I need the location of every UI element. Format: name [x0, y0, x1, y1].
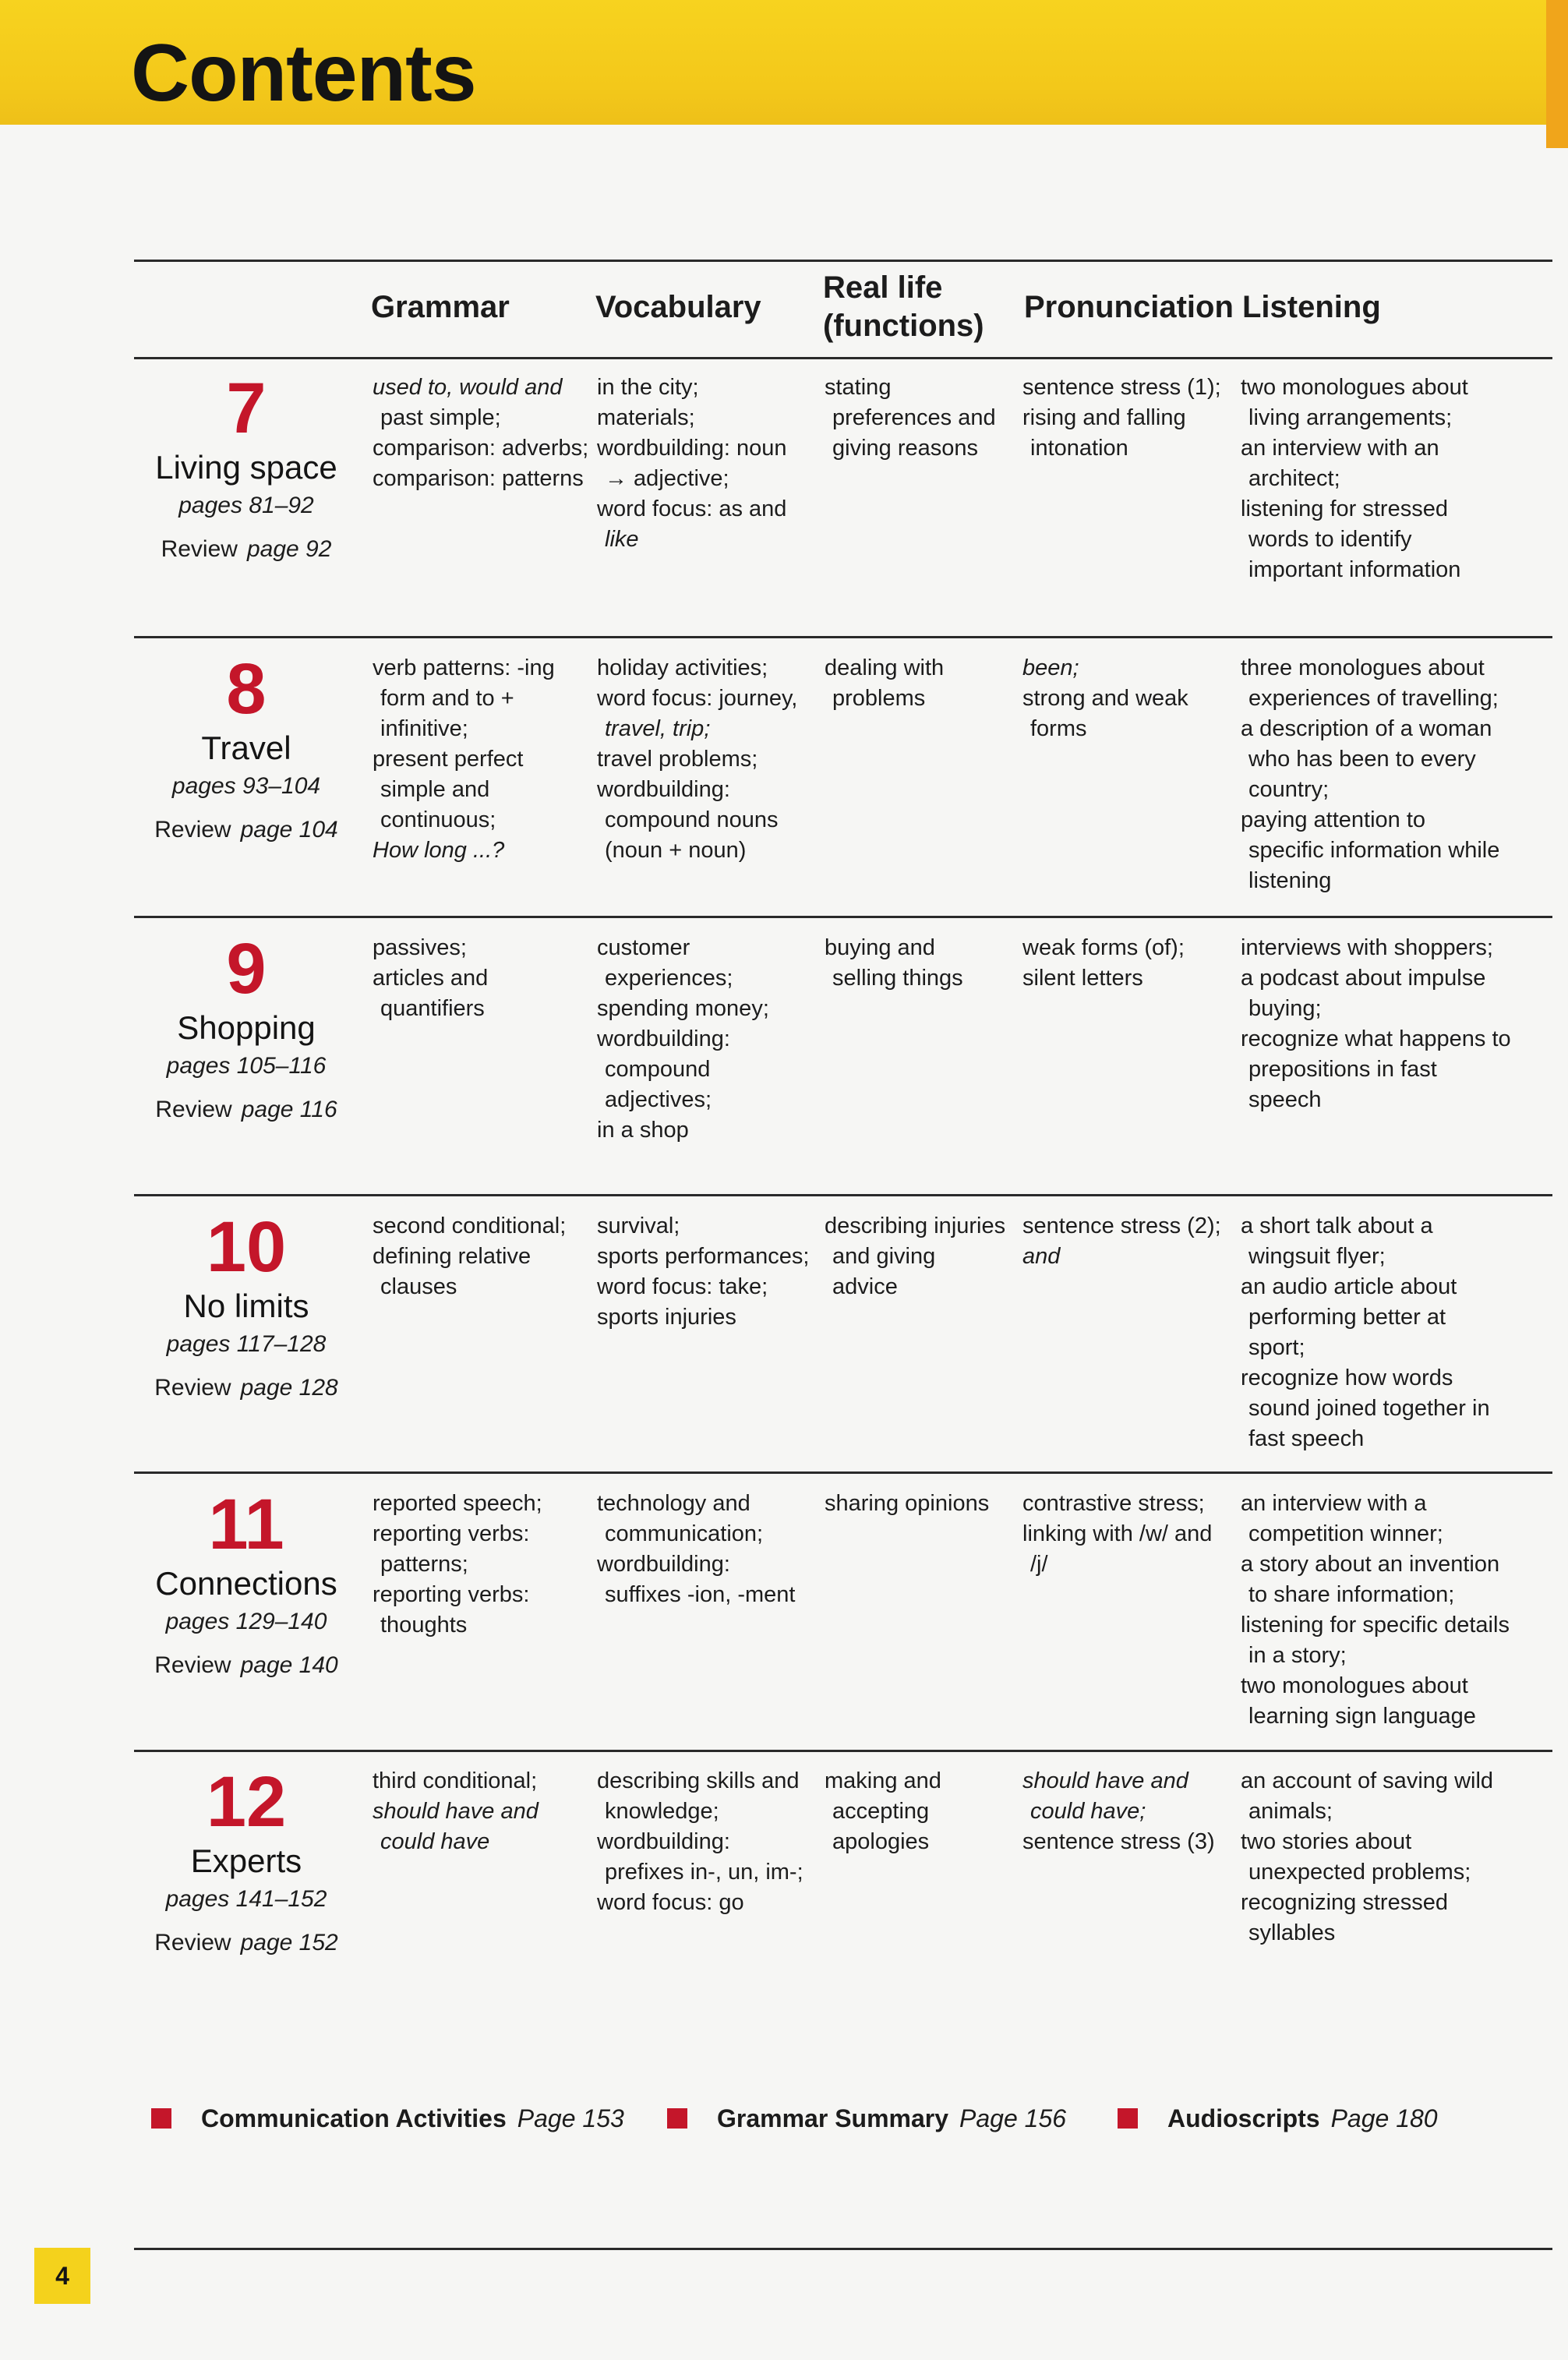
rule-unit-10-bottom	[134, 1471, 1552, 1474]
listening-line: buying;	[1248, 996, 1322, 1021]
real-life-line: buying and	[825, 935, 935, 960]
vocabulary-line: word focus: take;	[597, 1274, 768, 1299]
listening-line: country;	[1248, 777, 1330, 802]
rule-unit-8-bottom	[134, 916, 1552, 918]
unit-review[interactable]	[134, 1097, 358, 1123]
unit-pages: pages 141–152	[165, 1886, 327, 1913]
red-square-icon	[667, 2108, 687, 2129]
unit-8-grammar-cell	[373, 653, 555, 866]
listening-line: an interview with a	[1241, 1491, 1427, 1516]
vocabulary-line: word focus: go	[597, 1890, 744, 1915]
vocabulary-line: experiences;	[605, 966, 733, 991]
pronunciation-line: sentence stress (2);	[1022, 1214, 1221, 1238]
review-page: page 152	[240, 1930, 338, 1956]
rule-unit-7-bottom	[134, 636, 1552, 638]
pronunciation-line: /j/	[1030, 1552, 1048, 1577]
unit-10-vocabulary-cell	[597, 1211, 809, 1333]
rule-unit-9-bottom	[134, 1194, 1552, 1196]
real-life-line: dealing with	[825, 655, 945, 680]
listening-line: words to identify	[1248, 527, 1412, 552]
unit-9-vocabulary-cell	[597, 933, 769, 1146]
unit-title: Shopping	[177, 1009, 316, 1046]
listening-line: listening	[1248, 868, 1332, 893]
pronunciation-line: forms	[1030, 716, 1087, 741]
footer-communication-activities[interactable]: Communication Activities Page 153	[151, 2104, 624, 2133]
pronunciation-line: should have and	[1022, 1768, 1188, 1793]
vocabulary-line: → adjective;	[605, 466, 729, 491]
unit-9-header	[134, 929, 358, 1123]
listening-line: living arrangements;	[1248, 405, 1453, 430]
review-label: Review	[154, 1652, 231, 1679]
unit-7-real-life-cell	[825, 373, 996, 464]
unit-7-listening-cell	[1241, 373, 1468, 585]
real-life-line: making and	[825, 1768, 941, 1793]
listening-line: a description of a woman	[1241, 716, 1492, 741]
review-page: page 104	[240, 817, 338, 843]
unit-10-real-life-cell	[825, 1211, 1005, 1302]
review-label: Review	[154, 1930, 231, 1956]
col-pronunciation: Pronunciation	[1024, 290, 1234, 324]
unit-10-grammar-cell	[373, 1211, 566, 1302]
footer-grammar-summary[interactable]: Grammar Summary Page 156	[667, 2104, 1066, 2133]
grammar-line: quantifiers	[380, 996, 485, 1021]
real-life-line: preferences and	[832, 405, 996, 430]
vocabulary-line: describing skills and	[597, 1768, 800, 1793]
pronunciation-line: weak forms (of);	[1022, 935, 1185, 960]
rule-header-bottom	[134, 357, 1552, 359]
unit-12-header	[134, 1762, 358, 1956]
unit-number: 8	[226, 649, 267, 729]
listening-line: listening for specific details	[1241, 1613, 1510, 1638]
vocabulary-line: compound	[605, 1057, 711, 1082]
unit-8-header	[134, 649, 358, 843]
listening-line: a story about an invention	[1241, 1552, 1500, 1577]
grammar-line: patterns;	[380, 1552, 468, 1577]
unit-review[interactable]	[134, 536, 358, 563]
listening-line: specific information while	[1248, 838, 1500, 863]
listening-line: to share information;	[1248, 1582, 1455, 1607]
vocabulary-line: word focus: as and	[597, 496, 787, 521]
page-title: Contents	[131, 28, 476, 118]
vocabulary-line: customer	[597, 935, 690, 960]
unit-review[interactable]	[134, 1375, 358, 1401]
vocabulary-line: sports performances;	[597, 1244, 810, 1269]
grammar-line: form and to +	[380, 686, 514, 711]
grammar-line: second conditional;	[373, 1214, 567, 1238]
grammar-line: reporting verbs:	[373, 1521, 530, 1546]
unit-title: Travel	[201, 730, 291, 766]
unit-11-header	[134, 1485, 358, 1679]
unit-7-grammar-cell	[373, 373, 588, 494]
grammar-line: could have	[380, 1829, 490, 1854]
vocabulary-line: compound nouns	[605, 807, 779, 832]
real-life-line: giving reasons	[832, 436, 978, 461]
listening-line: listening for stressed	[1241, 496, 1448, 521]
red-square-icon	[1118, 2108, 1138, 2129]
grammar-line: articles and	[373, 966, 489, 991]
listening-line: unexpected problems;	[1248, 1860, 1471, 1885]
unit-11-vocabulary-cell	[597, 1489, 795, 1610]
real-life-line: problems	[832, 686, 926, 711]
unit-7-vocabulary-cell	[597, 373, 786, 555]
grammar-line: clauses	[380, 1274, 457, 1299]
vocabulary-line: travel, trip;	[605, 716, 711, 741]
pronunciation-line: contrastive stress;	[1022, 1491, 1205, 1516]
header-edge-tab	[1546, 0, 1568, 148]
listening-line: prepositions in fast	[1248, 1057, 1437, 1082]
vocabulary-line: in a shop	[597, 1118, 689, 1143]
vocabulary-line: wordbuilding: noun	[597, 436, 787, 461]
vocabulary-line: spending money;	[597, 996, 769, 1021]
listening-line: a short talk about a	[1241, 1214, 1433, 1238]
unit-review[interactable]	[134, 1652, 358, 1679]
real-life-line: describing injuries	[825, 1214, 1006, 1238]
review-page: page 116	[241, 1097, 337, 1123]
listening-line: sound joined together in	[1248, 1396, 1490, 1421]
unit-9-listening-cell	[1241, 933, 1511, 1115]
listening-line: a podcast about impulse	[1241, 966, 1486, 991]
unit-7-pronunciation-cell	[1022, 373, 1221, 464]
vocabulary-line: wordbuilding:	[597, 1026, 730, 1051]
listening-line: animals;	[1248, 1799, 1333, 1824]
listening-line: syllables	[1248, 1920, 1336, 1945]
listening-line: paying attention to	[1241, 807, 1426, 832]
unit-10-header	[134, 1207, 358, 1401]
vocabulary-line: wordbuilding:	[597, 777, 730, 802]
real-life-line: sharing opinions	[825, 1491, 990, 1516]
col-real-life-line1: Real life	[823, 270, 943, 305]
listening-line: wingsuit flyer;	[1248, 1244, 1386, 1269]
listening-line: learning sign language	[1248, 1704, 1476, 1729]
vocabulary-line: adjectives;	[605, 1087, 712, 1112]
grammar-line: comparison: adverbs;	[373, 436, 589, 461]
unit-8-vocabulary-cell	[597, 653, 797, 866]
unit-12-grammar-cell	[373, 1766, 539, 1857]
review-label: Review	[161, 536, 238, 563]
listening-line: three monologues about	[1241, 655, 1485, 680]
vocabulary-line: sports injuries	[597, 1305, 736, 1330]
listening-line: two monologues about	[1241, 375, 1468, 400]
unit-9-real-life-cell	[825, 933, 963, 994]
col-real-life	[823, 269, 984, 345]
real-life-line: and giving	[832, 1244, 936, 1269]
vocabulary-line: wordbuilding:	[597, 1552, 730, 1577]
unit-pages: pages 117–128	[166, 1331, 327, 1358]
unit-number: 9	[226, 929, 267, 1009]
listening-line: recognize how words	[1241, 1365, 1453, 1390]
listening-line: who has been to every	[1248, 747, 1476, 772]
grammar-line: infinitive;	[380, 716, 468, 741]
grammar-line: reporting verbs:	[373, 1582, 530, 1607]
grammar-line: How long ...?	[373, 838, 505, 863]
unit-pages: pages 81–92	[178, 493, 314, 519]
listening-line: recognizing stressed	[1241, 1890, 1448, 1915]
unit-11-pronunciation-cell	[1022, 1489, 1212, 1580]
grammar-line: comparison: patterns	[373, 466, 584, 491]
vocabulary-line: prefixes in-, un, im-;	[605, 1860, 803, 1885]
vocabulary-line: holiday activities;	[597, 655, 768, 680]
unit-review[interactable]	[134, 817, 358, 843]
grammar-line: reported speech;	[373, 1491, 542, 1516]
review-label: Review	[154, 817, 231, 843]
unit-9-pronunciation-cell	[1022, 933, 1185, 994]
review-page: page 128	[240, 1375, 338, 1401]
pronunciation-line: and	[1022, 1244, 1061, 1269]
unit-11-real-life-cell	[825, 1489, 989, 1519]
col-vocabulary: Vocabulary	[595, 290, 761, 324]
pronunciation-line: been;	[1022, 655, 1079, 680]
page-number: 4	[34, 2248, 90, 2304]
vocabulary-line: like	[605, 527, 639, 552]
listening-line: experiences of travelling;	[1248, 686, 1499, 711]
listening-line: in a story;	[1248, 1643, 1347, 1668]
unit-12-vocabulary-cell	[597, 1766, 803, 1918]
grammar-line: third conditional;	[373, 1768, 538, 1793]
unit-title: Connections	[155, 1565, 337, 1602]
vocabulary-line: (noun + noun)	[605, 838, 747, 863]
listening-line: two monologues about	[1241, 1673, 1468, 1698]
red-square-icon	[151, 2108, 171, 2129]
pronunciation-line: rising and falling	[1022, 405, 1186, 430]
listening-line: sport;	[1248, 1335, 1305, 1360]
real-life-line: accepting	[832, 1799, 930, 1824]
unit-12-pronunciation-cell	[1022, 1766, 1215, 1857]
vocabulary-line: survival;	[597, 1214, 680, 1238]
unit-10-listening-cell	[1241, 1211, 1490, 1454]
pronunciation-line: sentence stress (1);	[1022, 375, 1221, 400]
vocabulary-line: wordbuilding:	[597, 1829, 730, 1854]
unit-8-pronunciation-cell	[1022, 653, 1188, 744]
unit-number: 11	[208, 1485, 284, 1564]
vocabulary-line: materials;	[597, 405, 695, 430]
unit-title: No limits	[183, 1288, 309, 1324]
grammar-line: present perfect	[373, 747, 524, 772]
pronunciation-line: sentence stress (3)	[1022, 1829, 1215, 1854]
unit-12-real-life-cell	[825, 1766, 941, 1857]
pronunciation-line: silent letters	[1022, 966, 1143, 991]
real-life-line: stating	[825, 375, 892, 400]
col-grammar: Grammar	[371, 290, 510, 324]
real-life-line: selling things	[832, 966, 963, 991]
pronunciation-line: intonation	[1030, 436, 1128, 461]
rule-unit-11-bottom	[134, 1750, 1552, 1752]
review-page: page 92	[246, 536, 332, 563]
unit-11-listening-cell	[1241, 1489, 1510, 1732]
grammar-line: verb patterns: -ing	[373, 655, 555, 680]
listening-line: speech	[1248, 1087, 1322, 1112]
listening-line: two stories about	[1241, 1829, 1412, 1854]
vocabulary-line: suffixes -ion, -ment	[605, 1582, 796, 1607]
unit-number: 7	[226, 369, 267, 448]
vocabulary-line: in the city;	[597, 375, 699, 400]
unit-11-grammar-cell	[373, 1489, 542, 1641]
grammar-line: should have and	[373, 1799, 539, 1824]
grammar-line: continuous;	[380, 807, 496, 832]
grammar-line: past simple;	[380, 405, 501, 430]
rule-bottom	[134, 2248, 1552, 2250]
listening-line: important information	[1248, 557, 1461, 582]
unit-8-real-life-cell	[825, 653, 944, 714]
vocabulary-line: word focus: journey,	[597, 686, 798, 711]
listening-line: interviews with shoppers;	[1241, 935, 1493, 960]
col-listening: Listening	[1242, 290, 1381, 324]
listening-line: an interview with an	[1241, 436, 1439, 461]
col-real-life-line2: (functions)	[823, 308, 984, 343]
grammar-line: passives;	[373, 935, 467, 960]
unit-pages: pages 93–104	[171, 773, 321, 800]
unit-number: 12	[206, 1762, 287, 1842]
footer-audioscripts[interactable]: Audioscripts Page 180	[1118, 2104, 1438, 2133]
unit-12-listening-cell	[1241, 1766, 1493, 1948]
pronunciation-line: could have;	[1030, 1799, 1146, 1824]
review-page: page 140	[240, 1652, 338, 1679]
pronunciation-line: linking with /w/ and	[1022, 1521, 1213, 1546]
vocabulary-line: travel problems;	[597, 747, 758, 772]
unit-title: Living space	[155, 449, 337, 486]
listening-line: fast speech	[1248, 1426, 1365, 1451]
listening-line: architect;	[1248, 466, 1340, 491]
listening-line: recognize what happens to	[1241, 1026, 1511, 1051]
pronunciation-line: strong and weak	[1022, 686, 1188, 711]
listening-line: an account of saving wild	[1241, 1768, 1494, 1793]
vocabulary-line: knowledge;	[605, 1799, 719, 1824]
listening-line: competition winner;	[1248, 1521, 1443, 1546]
rule-top	[134, 260, 1552, 262]
grammar-line: used to, would and	[373, 375, 563, 400]
unit-9-grammar-cell	[373, 933, 488, 1024]
unit-title: Experts	[190, 1842, 302, 1879]
vocabulary-line: communication;	[605, 1521, 764, 1546]
review-label: Review	[155, 1097, 232, 1123]
vocabulary-line: technology and	[597, 1491, 750, 1516]
review-label: Review	[154, 1375, 231, 1401]
real-life-line: apologies	[832, 1829, 930, 1854]
unit-8-listening-cell	[1241, 653, 1499, 896]
unit-7-header	[134, 369, 358, 563]
unit-pages: pages 129–140	[165, 1609, 327, 1635]
listening-line: performing better at	[1248, 1305, 1446, 1330]
grammar-line: defining relative	[373, 1244, 531, 1269]
grammar-line: thoughts	[380, 1613, 468, 1638]
unit-review[interactable]	[134, 1930, 358, 1956]
unit-pages: pages 105–116	[166, 1053, 327, 1079]
real-life-line: advice	[832, 1274, 898, 1299]
grammar-line: simple and	[380, 777, 490, 802]
unit-number: 10	[206, 1207, 287, 1287]
listening-line: an audio article about	[1241, 1274, 1457, 1299]
unit-10-pronunciation-cell	[1022, 1211, 1221, 1272]
